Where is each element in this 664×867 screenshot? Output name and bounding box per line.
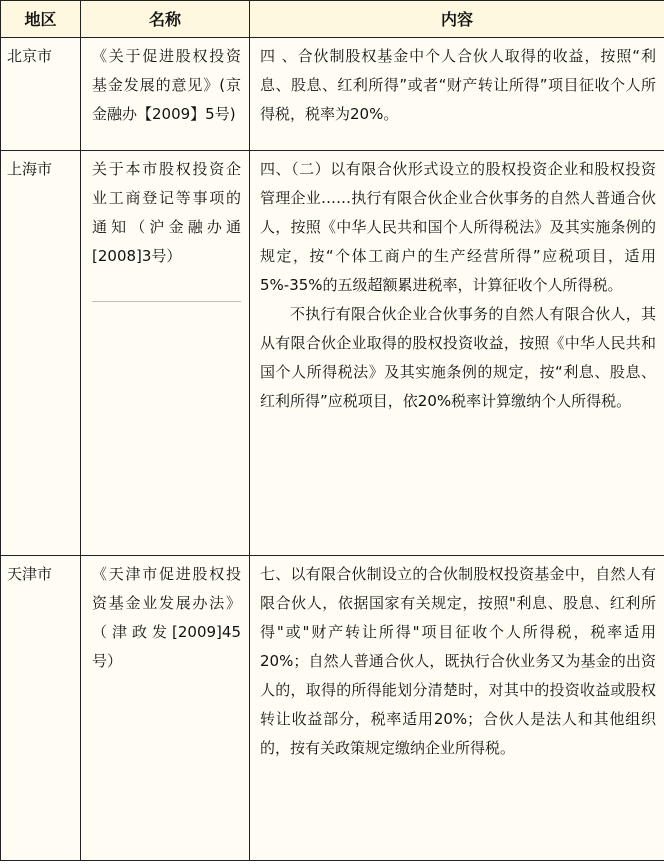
document-name-cell: 《天津市促进股权投资基金业发展办法》（津政发[2009]45号） — [81, 556, 250, 861]
table-row — [1, 556, 664, 861]
table-row — [1, 151, 664, 556]
table-row — [1, 38, 664, 151]
region-cell: 北京市 — [1, 38, 81, 151]
content-cell — [250, 151, 664, 556]
header-name: 名称 — [81, 1, 250, 38]
header-content: 内容 — [250, 1, 664, 38]
document-name-cell — [81, 151, 250, 556]
content-paragraph: 四、（二）以有限合伙形式设立的股权投资企业和股权投资管理企业……执行有限合伙企业合伙事务的自然人普通合伙人，按照《中华人民共和国个人所得税法》及其实施条例的规定，按“个体工商户的生产经营所得”应税项目，适用5%-35%的五级超额累进税率，计算征收个人所得税。 — [260, 160, 656, 294]
content-cell — [250, 38, 664, 151]
content-paragraph: 七、以有限合伙制设立的合伙制股权投资基金中，自然人有限合伙人，依据国家有关规定，按照"利息、股息、红利所得"或"财产转让所得"项目征收个人所得税，税率适用20%；自然人普通合伙人，既执行合伙业务又为基金的出资人的，取得的所得能划分清楚时，对其中的投资收益或股权转让收益部分，税率适用20%；合伙人是法人和其他组织的，按有关政策规定缴纳企业所得税。 — [260, 565, 656, 757]
content-cell — [250, 556, 664, 861]
region-cell: 上海市 — [1, 151, 81, 556]
header-region: 地区 — [1, 1, 81, 38]
content-paragraph: 不执行有限合伙企业合伙事务的自然人有限合伙人，其从有限合伙企业取得的股权投资收益，按照《中华人民共和国个人所得税法》及其实施条例的规定，按“利息、股息、红利所得”应税项目，依20%税率计算缴纳个人所得税。 — [260, 305, 656, 410]
region-cell: 天津市 — [1, 556, 81, 861]
document-name-text: 关于本市股权投资企业工商登记等事项的通知（沪金融办通[2008]3号） — [92, 160, 241, 265]
header-row — [1, 1, 664, 38]
divider-line — [92, 301, 241, 302]
content-paragraph: 四 、合伙制股权基金中个人合伙人取得的收益，按照“利息、股息、红利所得”或者“财产转让所得”项目征收个人所得税，税率为20%。 — [260, 47, 656, 123]
document-name-cell: 《关于促进股权投资基金发展的意见》(京金融办【2009】5号) — [81, 38, 250, 151]
